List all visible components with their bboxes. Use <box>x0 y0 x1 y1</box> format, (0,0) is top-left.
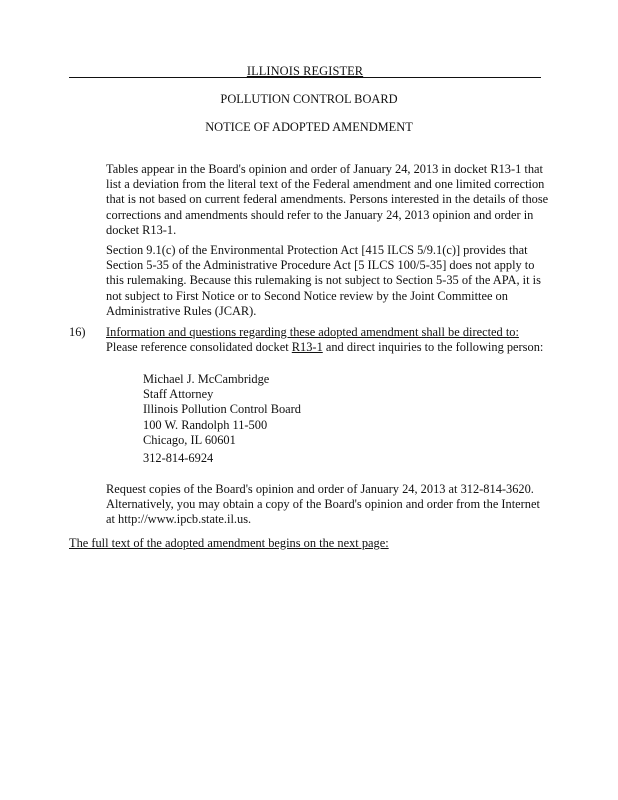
paragraph-line: list a deviation from the literal text of the Federal amendment and one limited correction <box>106 177 545 192</box>
full-text-note: The full text of the adopted amendment begins on the next page: <box>69 536 389 550</box>
item-16-reference <box>106 340 543 355</box>
register-header-rule <box>69 65 541 78</box>
paragraph-line: Alternatively, you may obtain a copy of the Board's opinion and order from the Internet <box>106 497 540 512</box>
paragraph-line: Administrative Rules (JCAR). <box>106 303 257 318</box>
item-16-text <box>106 325 543 355</box>
request-paragraph <box>106 482 540 528</box>
paragraph-line: Tables appear in the Board's opinion and order of January 24, 2013 in docket R13-1 that <box>106 162 543 176</box>
paragraph-line: at http://www.ipcb.state.il.us. <box>106 512 252 527</box>
paragraph-line: Section 5-35 of the Administrative Procedure Act [5 ILCS 100/5-35] does not apply to <box>106 258 535 273</box>
paragraph-line: that is not based on current federal amendments. Persons interested in the details of those <box>106 192 549 207</box>
paragraph-line: not subject to First Notice or to Second Notice review by the Joint Committee on <box>106 288 508 303</box>
contact-address-1: 100 W. Randolph 11-500 <box>143 417 268 432</box>
contact-name: Michael J. McCambridge <box>143 372 270 386</box>
contact-block <box>143 372 301 448</box>
contact-address-2: Chicago, IL 60601 <box>143 432 236 447</box>
paragraph-line: Request copies of the Board's opinion and order of January 24, 2013 at 312-814-3620. <box>106 482 534 496</box>
agency-name: POLLUTION CONTROL BOARD <box>220 92 398 106</box>
reference-text: Please reference consolidated docket <box>106 340 292 355</box>
paragraph-line: Section 9.1(c) of the Environmental Protection Act [415 ILCS 5/9.1(c)] provides that <box>106 243 528 257</box>
paragraph-line: corrections and amendments should refer to the January 24, 2013 opinion and order in <box>106 207 534 222</box>
contact-title: Staff Attorney <box>143 387 214 402</box>
paragraph-line: this rulemaking. Because this rulemaking is not subject to Section 5-35 of the APA, it is <box>106 273 541 288</box>
section-paragraph <box>106 243 541 319</box>
contact-org: Illinois Pollution Control Board <box>143 402 301 417</box>
register-title: ILLINOIS REGISTER <box>246 64 364 78</box>
paragraph-line: docket R13-1. <box>106 222 177 237</box>
reference-text-end: and direct inquiries to the following person: <box>322 340 544 355</box>
contact-phone: 312-814-6924 <box>143 451 214 465</box>
item-number: 16) <box>69 325 86 339</box>
item-16-heading: Information and questions regarding these adopted amendment shall be directed to: <box>106 325 519 339</box>
docket-link: R13-1 <box>291 340 323 355</box>
tables-paragraph <box>106 162 548 238</box>
notice-title: NOTICE OF ADOPTED AMENDMENT <box>205 120 413 134</box>
